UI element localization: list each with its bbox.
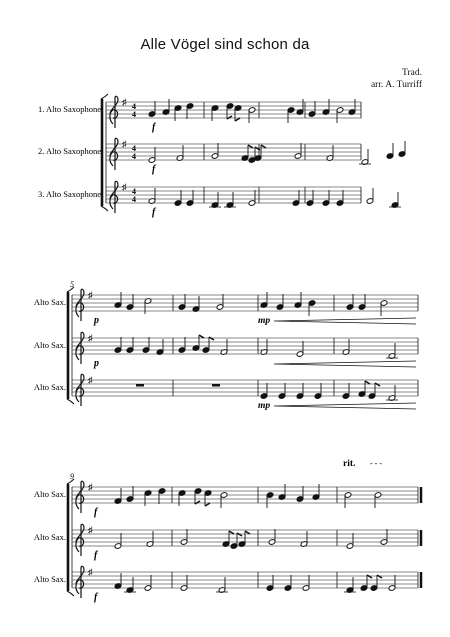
time-signature-bottom: 4 (132, 152, 136, 161)
bracket-bottom-hook (101, 206, 108, 211)
staff (34, 289, 418, 321)
score-systems (34, 94, 421, 603)
eighth-beam (229, 531, 234, 534)
key-signature-sharp: ♯ (88, 290, 93, 300)
staff (34, 524, 421, 556)
eighth-beam (227, 116, 232, 119)
instrument-label: Alto Sax. (33, 489, 66, 499)
eighth-beam (199, 335, 204, 338)
piece-title: Alle Vögel sind schon da (140, 36, 310, 53)
crescendo-hairpin (274, 318, 416, 324)
staff (38, 181, 401, 213)
instrument-label: 1. Alto Saxophone (37, 104, 101, 114)
tempo-extension: - - - (370, 459, 382, 468)
staff (38, 96, 361, 128)
composer-credit: Trad. (402, 68, 422, 78)
eighth-beam (209, 337, 214, 340)
whole-rest (136, 384, 144, 387)
key-signature-sharp: ♯ (88, 333, 93, 343)
system-1 (38, 94, 406, 218)
tempo-marking: rit. (343, 459, 356, 469)
instrument-label: 3. Alto Saxophone (37, 189, 101, 199)
key-signature-sharp: ♯ (122, 97, 127, 107)
bracket-top-hook (101, 94, 108, 99)
dynamic-marking: p (94, 358, 99, 369)
instrument-label: Alto Sax. (33, 340, 66, 350)
dynamic-marking: f (94, 592, 98, 603)
time-signature-top: 4 (132, 102, 136, 111)
crescendo-hairpin (274, 403, 416, 409)
time-signature-top: 4 (132, 187, 136, 196)
key-signature-sharp: ♯ (122, 182, 127, 192)
eighth-beam (237, 533, 242, 536)
dynamic-marking: f (152, 122, 156, 133)
bracket-bottom-hook (67, 399, 74, 404)
eighth-beam (235, 118, 240, 121)
whole-rest (212, 384, 220, 387)
dynamic-marking: p (94, 315, 99, 326)
staff (34, 332, 418, 364)
staff (34, 566, 421, 598)
treble-clef-icon (110, 138, 118, 170)
treble-clef-icon (76, 524, 84, 556)
key-signature-sharp: ♯ (122, 139, 127, 149)
eighth-beam (195, 501, 200, 504)
instrument-label: Alto Sax. (33, 382, 66, 392)
time-signature-top: 4 (132, 144, 136, 153)
treble-clef-icon (110, 181, 118, 213)
dynamic-marking: f (152, 207, 156, 218)
eighth-beam (367, 575, 372, 578)
dynamic-marking: f (152, 164, 156, 175)
eighth-beam (205, 503, 210, 506)
time-signature-bottom: 4 (132, 195, 136, 204)
staff (34, 481, 421, 513)
dynamic-marking: f (94, 550, 98, 561)
arranger-credit: arr. A. Turriff (370, 80, 422, 90)
dynamic-marking: mp (258, 316, 271, 326)
treble-clef-icon (76, 374, 84, 406)
treble-clef-icon (110, 96, 118, 128)
dynamic-marking: f (94, 507, 98, 518)
staff (38, 138, 406, 170)
instrument-label: Alto Sax. (33, 297, 66, 307)
eighth-beam (377, 575, 382, 578)
treble-clef-icon (76, 481, 84, 513)
staff (34, 374, 418, 406)
measure-number: 9 (70, 472, 74, 481)
bracket-bottom-hook (67, 591, 74, 596)
key-signature-sharp: ♯ (88, 525, 93, 535)
time-signature-bottom: 4 (132, 110, 136, 119)
treble-clef-icon (76, 332, 84, 364)
key-signature-sharp: ♯ (88, 375, 93, 385)
measure-number: 5 (70, 280, 74, 289)
system-2 (34, 280, 418, 411)
eighth-beam (375, 383, 380, 386)
instrument-label: Alto Sax. (33, 532, 66, 542)
instrument-label: 2. Alto Saxophone (37, 146, 101, 156)
treble-clef-icon (76, 566, 84, 598)
eighth-beam (248, 145, 253, 148)
system-3 (34, 459, 421, 603)
dynamic-marking: mp (258, 401, 271, 411)
crescendo-hairpin (274, 361, 416, 367)
eighth-beam (365, 381, 370, 384)
eighth-beam (261, 145, 266, 148)
treble-clef-icon (76, 289, 84, 321)
key-signature-sharp: ♯ (88, 482, 93, 492)
instrument-label: Alto Sax. (33, 574, 66, 584)
eighth-beam (245, 531, 250, 534)
key-signature-sharp: ♯ (88, 567, 93, 577)
